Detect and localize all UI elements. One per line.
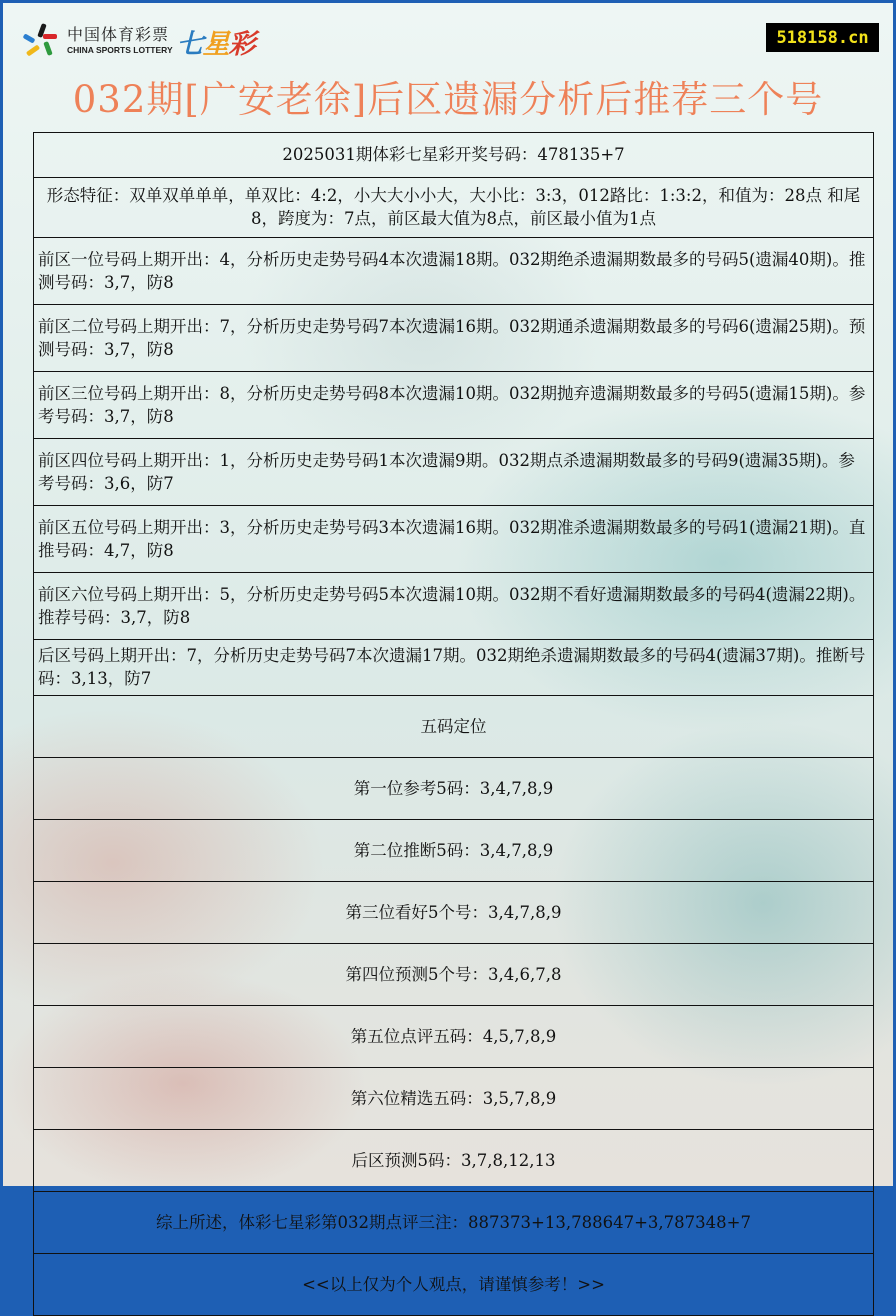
position-analysis: 前区五位号码上期开出：3，分析历史走势号码3本次遗漏16期。032期准杀遗漏期数最多的号码1(遗漏21期)。直推号码：4,7，防8 [34, 506, 874, 573]
five-code-item: 第一位参考5码：3,4,7,8,9 [34, 758, 874, 820]
lottery-logo [23, 21, 255, 61]
table-row [34, 820, 874, 882]
table-row [34, 238, 874, 305]
game-name-char: 彩 [228, 28, 255, 60]
star-logo-icon [23, 22, 61, 60]
page-title: 032期[广安老徐]后区遗漏分析后推荐三个号 [72, 78, 824, 121]
five-code-item: 第三位看好5个号：3,4,7,8,9 [34, 882, 874, 944]
game-name-logo [177, 22, 255, 61]
logo-en-name: CHINA SPORTS LOTTERY [67, 45, 173, 56]
table-row [34, 178, 874, 238]
table-row [34, 1006, 874, 1068]
table-row [34, 439, 874, 506]
game-name-char: 七 [176, 28, 203, 60]
table-row [34, 944, 874, 1006]
table-row [34, 1130, 874, 1192]
summary: 综上所述，体彩七星彩第032期点评三注：887373+13,788647+3,787348+7 [34, 1192, 874, 1254]
position-analysis: 前区四位号码上期开出：1，分析历史走势号码1本次遗漏9期。032期点杀遗漏期数最多的号码9(遗漏35期)。参考号码：3,6，防7 [34, 439, 874, 506]
analysis-table [33, 132, 874, 1316]
table-row [34, 1192, 874, 1254]
site-badge: 518158.cn [766, 23, 879, 52]
five-code-item: 第六位精选五码：3,5,7,8,9 [34, 1068, 874, 1130]
logo-text [67, 27, 173, 55]
position-analysis: 前区六位号码上期开出：5，分析历史走势号码5本次遗漏10期。032期不看好遗漏期数最多的号码4(遗漏22期)。推荐号码：3,7，防8 [34, 573, 874, 640]
back-zone-analysis: 后区号码上期开出：7，分析历史走势号码7本次遗漏17期。032期绝杀遗漏期数最多的号码4(遗漏37期)。推断号码：3,13，防7 [34, 640, 874, 696]
page-frame [3, 3, 893, 1294]
table-row [34, 758, 874, 820]
five-code-item: 第五位点评五码：4,5,7,8,9 [34, 1006, 874, 1068]
five-code-item: 第二位推断5码：3,4,7,8,9 [34, 820, 874, 882]
game-name-char: 星 [202, 28, 229, 60]
table-row [34, 696, 874, 758]
table-row [34, 573, 874, 640]
table-row [34, 133, 874, 178]
table-row [34, 372, 874, 439]
disclaimer: <<以上仅为个人观点，请谨慎参考！>> [34, 1254, 874, 1316]
table-row [34, 1254, 874, 1316]
table-row [34, 1068, 874, 1130]
table-row [34, 305, 874, 372]
position-analysis: 前区三位号码上期开出：8，分析历史走势号码8本次遗漏10期。032期抛弃遗漏期数最多的号码5(遗漏15期)。参考号码：3,7，防8 [34, 372, 874, 439]
five-code-heading: 五码定位 [34, 696, 874, 758]
position-analysis: 前区一位号码上期开出：4，分析历史走势号码4本次遗漏18期。032期绝杀遗漏期数最多的号码5(遗漏40期)。推测号码：3,7，防8 [34, 238, 874, 305]
draw-result: 2025031期体彩七星彩开奖号码：478135+7 [34, 133, 874, 178]
table-row [34, 640, 874, 696]
five-code-item: 第四位预测5个号：3,4,6,7,8 [34, 944, 874, 1006]
pattern-features: 形态特征：双单双单单单，单双比：4:2，小大大小小大，大小比：3:3，012路比：1:3:2，和值为：28点 和尾8，跨度为：7点，前区最大值为8点，前区最小值为1点 [34, 178, 874, 238]
table-row [34, 506, 874, 573]
five-code-item: 后区预测5码：3,7,8,12,13 [34, 1130, 874, 1192]
logo-cn-name: 中国体育彩票 [67, 25, 170, 45]
table-row [34, 882, 874, 944]
position-analysis: 前区二位号码上期开出：7，分析历史走势号码7本次遗漏16期。032期通杀遗漏期数最多的号码6(遗漏25期)。预测号码：3,7，防8 [34, 305, 874, 372]
